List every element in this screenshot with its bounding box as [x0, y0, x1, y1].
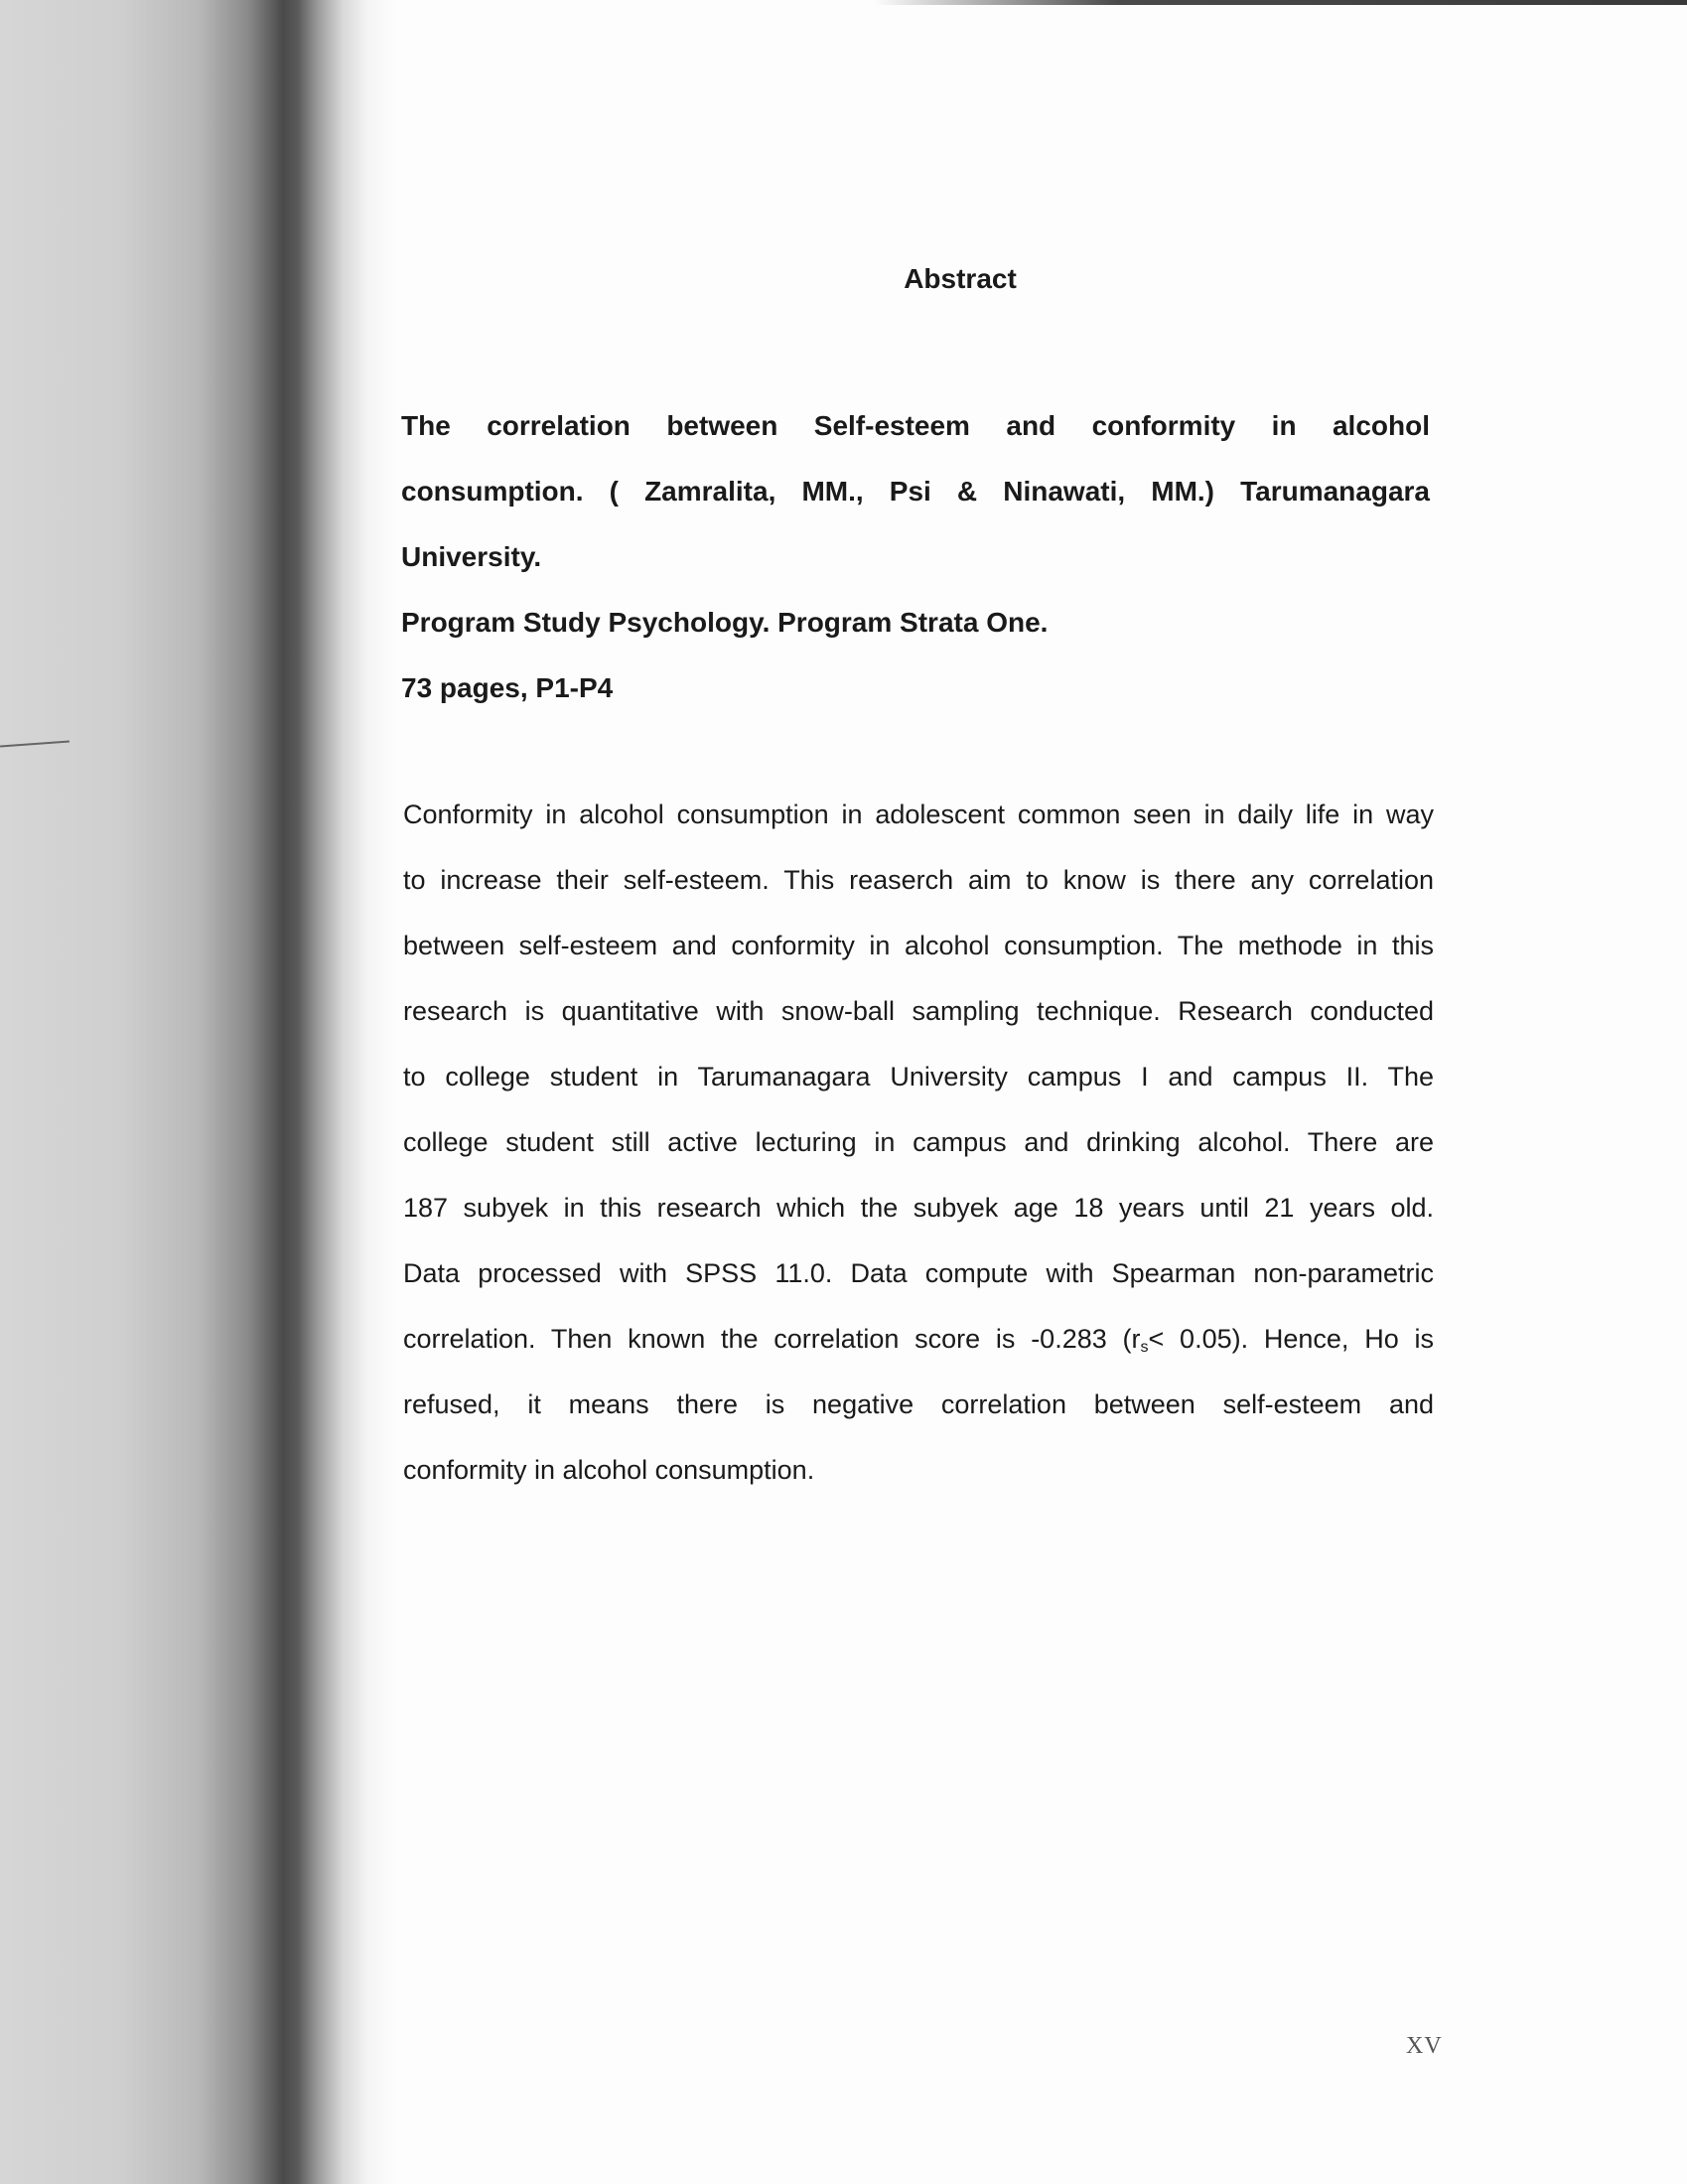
body-line: research is quantitative with snow-ball sampling technique. Research conducted [403, 996, 1434, 1026]
pages-line: 73 pages, P1-P4 [401, 672, 614, 703]
page-title: Abstract [904, 263, 1017, 294]
citation-line: University. [401, 541, 542, 572]
program-line: Program Study Psychology. Program Strata One. [401, 607, 1049, 638]
scan-top-edge [874, 0, 1687, 5]
citation-block [401, 393, 1430, 721]
correlation-subscript: s [1140, 1339, 1149, 1356]
body-line: Conformity in alcohol consumption in adolescent common seen in daily life in way [403, 800, 1434, 829]
citation-line: consumption. ( Zamralita, MM., Psi & Ninawati, MM.) Tarumanagara [401, 476, 1430, 507]
body-line: between self-esteem and conformity in alcohol consumption. The methode in this [403, 931, 1434, 960]
body-line: conformity in alcohol consumption. [403, 1455, 815, 1485]
body-line: college student still active lecturing in campus and drinking alcohol. There are [403, 1127, 1434, 1157]
body-line: 187 subyek in this research which the subyek age 18 years until 21 years old. [403, 1193, 1434, 1223]
body-line: to increase their self-esteem. This reaserch aim to know is there any correlation [403, 865, 1434, 895]
correlation-text-after: < 0.05). Hence, Ho is [1148, 1324, 1434, 1354]
correlation-text-before: correlation. Then known the correlation score is -0.283 (r [403, 1324, 1141, 1354]
body-line: Data processed with SPSS 11.0. Data compute with Spearman non-parametric [403, 1258, 1434, 1288]
correlation-line [403, 1306, 1434, 1372]
scan-gutter-shadow [0, 0, 397, 2184]
body-line: to college student in Tarumanagara University campus I and campus II. The [403, 1062, 1434, 1092]
page-number: XV [1406, 2033, 1443, 2059]
body-line: refused, it means there is negative correlation between self-esteem and [403, 1389, 1434, 1419]
abstract-body [403, 782, 1434, 1503]
citation-line: The correlation between Self-esteem and conformity in alcohol [401, 410, 1430, 441]
